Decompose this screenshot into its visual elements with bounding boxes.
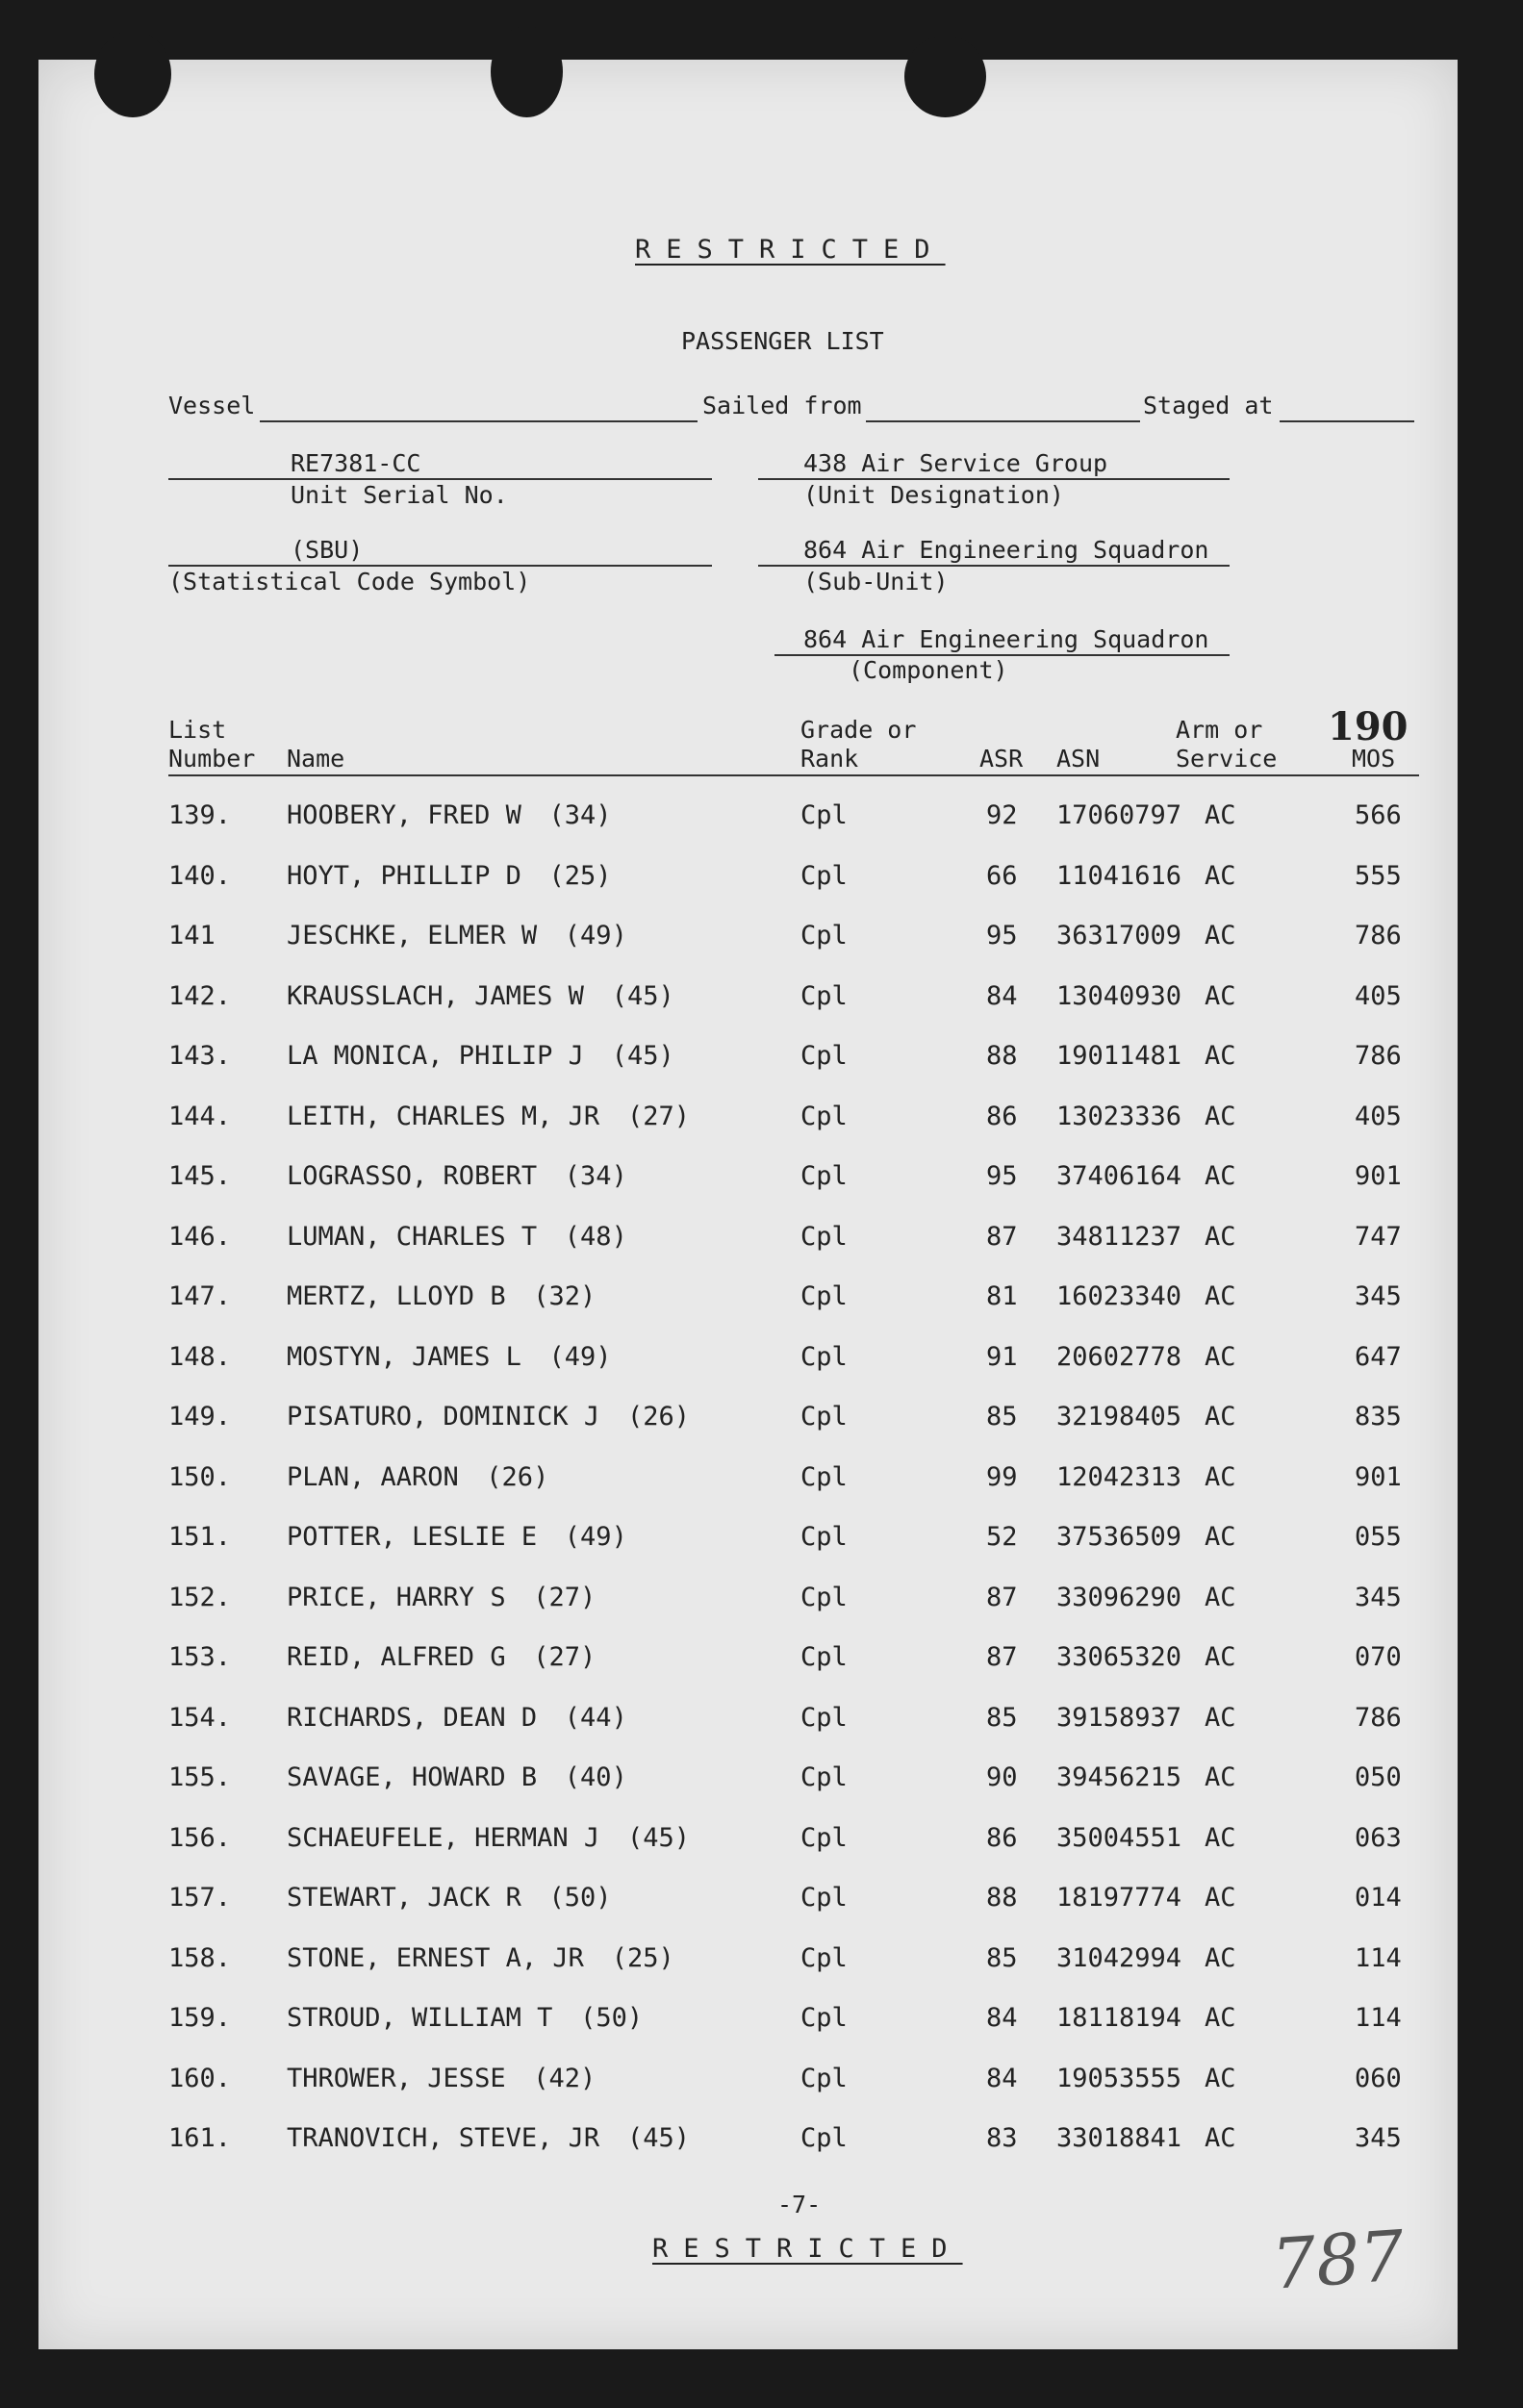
table-row	[38, 2064, 1458, 2102]
cell-asn: 33096290	[1056, 1582, 1182, 1612]
cell-asn: 13040930	[1056, 980, 1182, 1011]
cell-age: (45)	[611, 980, 674, 1011]
cell-grade: Cpl	[800, 2123, 848, 2153]
cell-passenger-name: MOSTYN, JAMES L	[287, 1341, 521, 1372]
cell-mos: 114	[1355, 2003, 1402, 2033]
cell-age: (34)	[548, 800, 612, 830]
cell-arm-service: AC	[1205, 1582, 1236, 1612]
staged-at-blank	[1280, 392, 1414, 422]
cell-grade: Cpl	[800, 1221, 848, 1252]
col-asn: ASN	[1056, 745, 1101, 773]
cell-mos: 055	[1355, 1522, 1402, 1552]
cell-asr: 81	[986, 1281, 1018, 1311]
cell-list-number: 160.	[168, 2063, 232, 2093]
cell-list-number: 139.	[168, 800, 232, 830]
col-list-number-line2: Number	[168, 745, 256, 773]
table-row	[38, 1642, 1458, 1681]
punch-hole	[904, 36, 986, 117]
cell-asr: 85	[986, 1942, 1018, 1973]
cell-mos: 060	[1355, 2063, 1402, 2093]
cell-passenger-name: LEITH, CHARLES M, JR	[287, 1101, 600, 1131]
cell-asr: 90	[986, 1762, 1018, 1792]
table-row	[38, 861, 1458, 900]
cell-mos: 014	[1355, 1883, 1402, 1913]
cell-age: (42)	[533, 2063, 597, 2093]
table-row	[38, 921, 1458, 959]
cell-mos: 345	[1355, 1582, 1402, 1612]
cell-age: (45)	[611, 1041, 674, 1071]
cell-asr: 84	[986, 980, 1018, 1011]
col-arm-line1: Arm or	[1176, 716, 1263, 744]
table-row	[38, 1161, 1458, 1200]
cell-asn: 17060797	[1056, 800, 1182, 830]
cell-list-number: 152.	[168, 1582, 232, 1612]
cell-grade: Cpl	[800, 1822, 848, 1853]
cell-list-number: 161.	[168, 2123, 232, 2153]
subunit-line	[758, 565, 1230, 567]
cell-asr: 87	[986, 1642, 1018, 1672]
cell-passenger-name: STROUD, WILLIAM T	[287, 2003, 553, 2033]
table-row	[38, 1281, 1458, 1320]
cell-asn: 16023340	[1056, 1281, 1182, 1311]
cell-asr: 95	[986, 1161, 1018, 1191]
cell-asr: 99	[986, 1461, 1018, 1492]
cell-mos: 786	[1355, 1041, 1402, 1071]
cell-asn: 35004551	[1056, 1822, 1182, 1853]
unit-serial-value: RE7381-CC	[291, 449, 421, 477]
cell-mos: 647	[1355, 1341, 1402, 1372]
table-row	[38, 1583, 1458, 1621]
code-symbol-label: (Statistical Code Symbol)	[168, 568, 531, 596]
cell-arm-service: AC	[1205, 2123, 1236, 2153]
cell-asr: 84	[986, 2003, 1018, 2033]
cell-age: (49)	[548, 1341, 612, 1372]
cell-asr: 83	[986, 2123, 1018, 2153]
cell-asr: 86	[986, 1822, 1018, 1853]
sailed-from-label: Sailed from	[702, 392, 862, 419]
cell-mos: 405	[1355, 1101, 1402, 1131]
cell-asn: 18118194	[1056, 2003, 1182, 2033]
cell-mos: 901	[1355, 1161, 1402, 1191]
cell-asr: 52	[986, 1522, 1018, 1552]
document-title: PASSENGER LIST	[681, 327, 884, 355]
cell-passenger-name: HOYT, PHILLIP D	[287, 860, 521, 891]
cell-list-number: 143.	[168, 1041, 232, 1071]
cell-arm-service: AC	[1205, 1221, 1236, 1252]
cell-grade: Cpl	[800, 1281, 848, 1311]
col-grade-line1: Grade or	[800, 716, 917, 744]
cell-list-number: 141	[168, 921, 216, 951]
cell-asn: 33065320	[1056, 1642, 1182, 1672]
cell-mos: 786	[1355, 1702, 1402, 1733]
cell-arm-service: AC	[1205, 980, 1236, 1011]
cell-list-number: 144.	[168, 1101, 232, 1131]
subunit-label: (Sub-Unit)	[803, 568, 949, 596]
col-list-number-line1: List	[168, 716, 227, 744]
cell-passenger-name: LUMAN, CHARLES T	[287, 1221, 538, 1252]
table-row	[38, 1222, 1458, 1260]
cell-mos: 555	[1355, 860, 1402, 891]
cell-age: (27)	[533, 1642, 597, 1672]
cell-asn: 11041616	[1056, 860, 1182, 891]
col-name: Name	[287, 745, 345, 773]
cell-asn: 37406164	[1056, 1161, 1182, 1191]
cell-mos: 070	[1355, 1642, 1402, 1672]
cell-asr: 87	[986, 1221, 1018, 1252]
top-restricted-marking: RESTRICTED	[635, 235, 946, 265]
col-asr: ASR	[979, 745, 1024, 773]
cell-passenger-name: JESCHKE, ELMER W	[287, 921, 538, 951]
mos-count: 190	[1328, 704, 1409, 749]
cell-passenger-name: POTTER, LESLIE E	[287, 1522, 538, 1552]
cell-mos: 063	[1355, 1822, 1402, 1853]
punch-hole	[491, 26, 563, 117]
cell-asn: 19053555	[1056, 2063, 1182, 2093]
table-row	[38, 1462, 1458, 1501]
cell-passenger-name: STEWART, JACK R	[287, 1883, 521, 1913]
cell-list-number: 158.	[168, 1942, 232, 1973]
cell-age: (48)	[564, 1221, 627, 1252]
cell-mos: 114	[1355, 1942, 1402, 1973]
cell-arm-service: AC	[1205, 1942, 1236, 1973]
cell-asr: 92	[986, 800, 1018, 830]
cell-grade: Cpl	[800, 1522, 848, 1552]
cell-grade: Cpl	[800, 1461, 848, 1492]
cell-passenger-name: SAVAGE, HOWARD B	[287, 1762, 538, 1792]
cell-arm-service: AC	[1205, 1461, 1236, 1492]
cell-arm-service: AC	[1205, 1762, 1236, 1792]
cell-asr: 95	[986, 921, 1018, 951]
cell-age: (45)	[627, 1822, 691, 1853]
cell-arm-service: AC	[1205, 1161, 1236, 1191]
cell-list-number: 145.	[168, 1161, 232, 1191]
cell-age: (32)	[533, 1281, 597, 1311]
cell-asn: 31042994	[1056, 1942, 1182, 1973]
sailed-from-blank	[866, 392, 1140, 422]
cell-age: (50)	[548, 1883, 612, 1913]
cell-passenger-name: LA MONICA, PHILIP J	[287, 1041, 584, 1071]
cell-arm-service: AC	[1205, 1281, 1236, 1311]
cell-arm-service: AC	[1205, 1101, 1236, 1131]
cell-list-number: 147.	[168, 1281, 232, 1311]
cell-asr: 85	[986, 1702, 1018, 1733]
table-row	[38, 1402, 1458, 1440]
cell-mos: 345	[1355, 2123, 1402, 2153]
handwritten-page-number: 787	[1269, 2215, 1408, 2305]
cell-mos: 345	[1355, 1281, 1402, 1311]
cell-mos: 405	[1355, 980, 1402, 1011]
serial-line	[168, 478, 712, 480]
col-mos: MOS	[1352, 745, 1396, 773]
cell-list-number: 148.	[168, 1341, 232, 1372]
cell-list-number: 159.	[168, 2003, 232, 2033]
table-row	[38, 800, 1458, 839]
cell-asn: 36317009	[1056, 921, 1182, 951]
cell-age: (25)	[548, 860, 612, 891]
cell-asn: 37536509	[1056, 1522, 1182, 1552]
cell-grade: Cpl	[800, 2003, 848, 2033]
vessel-blank	[260, 392, 698, 422]
cell-age: (49)	[564, 921, 627, 951]
cell-asn: 33018841	[1056, 2123, 1182, 2153]
cell-asr: 84	[986, 2063, 1018, 2093]
cell-age: (27)	[533, 1582, 597, 1612]
subunit-value: 864 Air Engineering Squadron	[803, 536, 1209, 564]
cell-passenger-name: PISATURO, DOMINICK J	[287, 1402, 600, 1432]
cell-arm-service: AC	[1205, 1883, 1236, 1913]
cell-age: (44)	[564, 1702, 627, 1733]
cell-grade: Cpl	[800, 921, 848, 951]
cell-asn: 19011481	[1056, 1041, 1182, 1071]
cell-arm-service: AC	[1205, 921, 1236, 951]
page-number: -7-	[777, 2191, 822, 2218]
cell-grade: Cpl	[800, 1942, 848, 1973]
cell-grade: Cpl	[800, 980, 848, 1011]
cell-arm-service: AC	[1205, 2003, 1236, 2033]
table-row	[38, 1883, 1458, 1921]
cell-arm-service: AC	[1205, 1702, 1236, 1733]
cell-list-number: 151.	[168, 1522, 232, 1552]
cell-grade: Cpl	[800, 860, 848, 891]
cell-grade: Cpl	[800, 1101, 848, 1131]
cell-asn: 34811237	[1056, 1221, 1182, 1252]
cell-arm-service: AC	[1205, 2063, 1236, 2093]
table-row	[38, 1823, 1458, 1862]
cell-passenger-name: RICHARDS, DEAN D	[287, 1702, 538, 1733]
cell-age: (49)	[564, 1522, 627, 1552]
cell-mos: 747	[1355, 1221, 1402, 1252]
cell-arm-service: AC	[1205, 1402, 1236, 1432]
cell-asn: 12042313	[1056, 1461, 1182, 1492]
code-symbol-value: (SBU)	[291, 536, 364, 564]
table-row	[38, 1102, 1458, 1140]
cell-list-number: 149.	[168, 1402, 232, 1432]
cell-asn: 39456215	[1056, 1762, 1182, 1792]
cell-arm-service: AC	[1205, 1341, 1236, 1372]
cell-passenger-name: HOOBERY, FRED W	[287, 800, 521, 830]
cell-passenger-name: KRAUSSLACH, JAMES W	[287, 980, 584, 1011]
cell-arm-service: AC	[1205, 800, 1236, 830]
cell-age: (50)	[580, 2003, 644, 2033]
staged-at-label: Staged at	[1143, 392, 1274, 419]
cell-asr: 66	[986, 860, 1018, 891]
cell-passenger-name: REID, ALFRED G	[287, 1642, 506, 1672]
cell-asn: 13023336	[1056, 1101, 1182, 1131]
cell-grade: Cpl	[800, 1642, 848, 1672]
cell-age: (40)	[564, 1762, 627, 1792]
unit-serial-label: Unit Serial No.	[291, 481, 508, 509]
cell-arm-service: AC	[1205, 860, 1236, 891]
designation-line	[758, 478, 1230, 480]
cell-list-number: 146.	[168, 1221, 232, 1252]
component-value: 864 Air Engineering Squadron	[803, 625, 1209, 653]
table-row	[38, 1703, 1458, 1741]
col-arm-line2: Service	[1176, 745, 1278, 773]
table-row	[38, 1522, 1458, 1560]
cell-mos: 566	[1355, 800, 1402, 830]
cell-asn: 39158937	[1056, 1702, 1182, 1733]
cell-passenger-name: PLAN, AARON	[287, 1461, 459, 1492]
cell-asr: 88	[986, 1883, 1018, 1913]
cell-grade: Cpl	[800, 1041, 848, 1071]
table-row	[38, 1762, 1458, 1801]
cell-list-number: 156.	[168, 1822, 232, 1853]
cell-passenger-name: MERTZ, LLOYD B	[287, 1281, 506, 1311]
cell-grade: Cpl	[800, 1582, 848, 1612]
component-label: (Component)	[849, 656, 1008, 684]
cell-list-number: 154.	[168, 1702, 232, 1733]
cell-passenger-name: THROWER, JESSE	[287, 2063, 506, 2093]
cell-list-number: 155.	[168, 1762, 232, 1792]
cell-age: (34)	[564, 1161, 627, 1191]
cell-grade: Cpl	[800, 1402, 848, 1432]
col-grade-line2: Rank	[800, 745, 859, 773]
unit-designation-label: (Unit Designation)	[803, 481, 1064, 509]
cell-passenger-name: TRANOVICH, STEVE, JR	[287, 2123, 600, 2153]
cell-passenger-name: PRICE, HARRY S	[287, 1582, 506, 1612]
header-rule	[168, 774, 1419, 776]
cell-arm-service: AC	[1205, 1041, 1236, 1071]
table-row	[38, 1041, 1458, 1079]
cell-age: (45)	[627, 2123, 691, 2153]
cell-list-number: 157.	[168, 1883, 232, 1913]
cell-passenger-name: STONE, ERNEST A, JR	[287, 1942, 584, 1973]
punch-hole	[94, 31, 171, 117]
symbol-line	[168, 565, 712, 567]
cell-passenger-name: SCHAEUFELE, HERMAN J	[287, 1822, 600, 1853]
table-row	[38, 981, 1458, 1020]
cell-list-number: 142.	[168, 980, 232, 1011]
table-row	[38, 2123, 1458, 2162]
cell-arm-service: AC	[1205, 1822, 1236, 1853]
cell-list-number: 150.	[168, 1461, 232, 1492]
cell-mos: 786	[1355, 921, 1402, 951]
cell-arm-service: AC	[1205, 1642, 1236, 1672]
cell-age: (27)	[627, 1101, 691, 1131]
cell-grade: Cpl	[800, 1883, 848, 1913]
cell-arm-service: AC	[1205, 1522, 1236, 1552]
cell-asr: 88	[986, 1041, 1018, 1071]
cell-grade: Cpl	[800, 1341, 848, 1372]
document-page	[38, 60, 1458, 2349]
cell-mos: 050	[1355, 1762, 1402, 1792]
bottom-restricted-marking: RESTRICTED	[652, 2234, 963, 2264]
cell-grade: Cpl	[800, 1702, 848, 1733]
cell-age: (25)	[611, 1942, 674, 1973]
cell-grade: Cpl	[800, 2063, 848, 2093]
cell-list-number: 140.	[168, 860, 232, 891]
cell-asr: 87	[986, 1582, 1018, 1612]
unit-designation-value: 438 Air Service Group	[803, 449, 1108, 477]
cell-asr: 86	[986, 1101, 1018, 1131]
cell-age: (26)	[486, 1461, 549, 1492]
cell-asn: 32198405	[1056, 1402, 1182, 1432]
cell-mos: 835	[1355, 1402, 1402, 1432]
table-row	[38, 1943, 1458, 1982]
cell-passenger-name: LOGRASSO, ROBERT	[287, 1161, 538, 1191]
vessel-label: Vessel	[168, 392, 256, 419]
cell-mos: 901	[1355, 1461, 1402, 1492]
cell-asn: 18197774	[1056, 1883, 1182, 1913]
cell-asr: 85	[986, 1402, 1018, 1432]
cell-grade: Cpl	[800, 1161, 848, 1191]
cell-list-number: 153.	[168, 1642, 232, 1672]
table-row	[38, 1342, 1458, 1381]
table-row	[38, 2003, 1458, 2041]
cell-grade: Cpl	[800, 1762, 848, 1792]
cell-age: (26)	[627, 1402, 691, 1432]
cell-grade: Cpl	[800, 800, 848, 830]
cell-asr: 91	[986, 1341, 1018, 1372]
cell-asn: 20602778	[1056, 1341, 1182, 1372]
